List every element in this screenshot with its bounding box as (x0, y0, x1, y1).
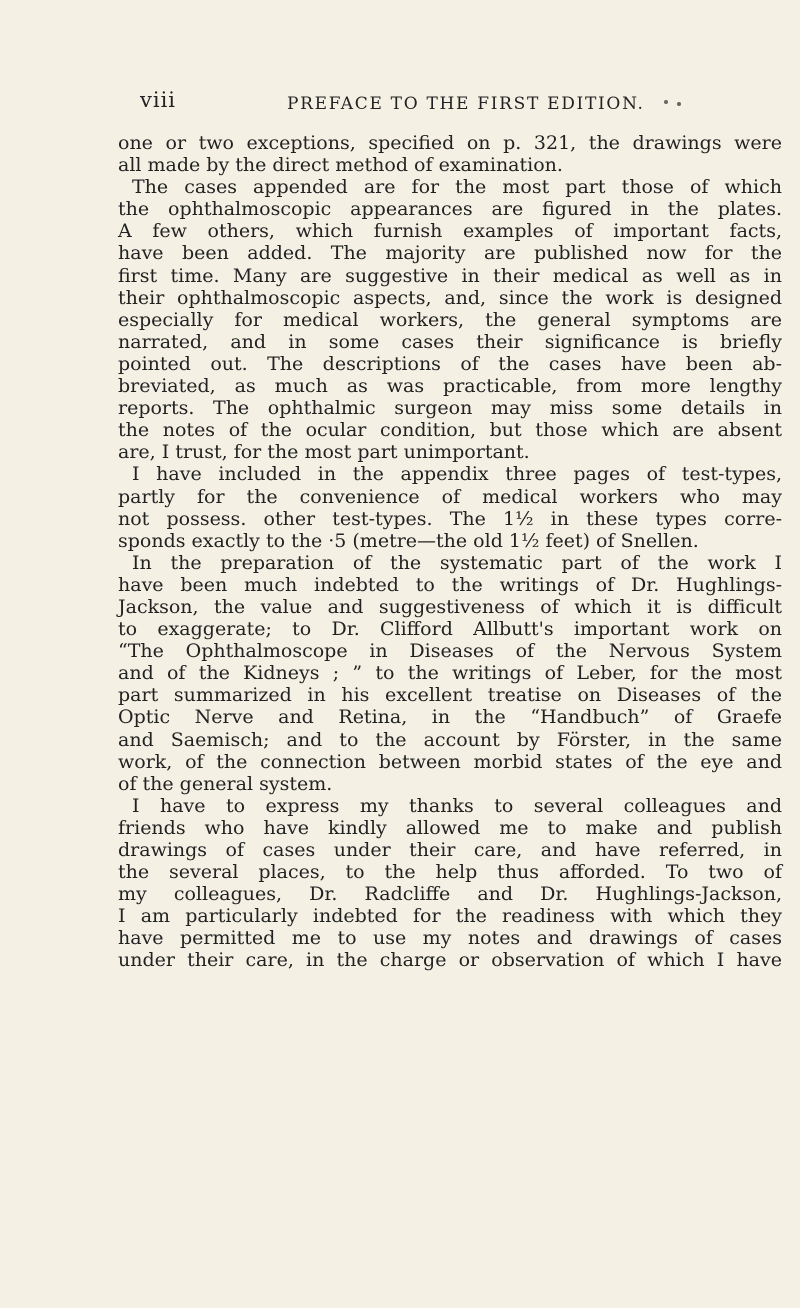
text-line: drawings of cases under their care, and have referred, in (118, 839, 782, 861)
text-line: breviated, as much as was practicable, from more lengthy (118, 375, 782, 398)
text-line: The cases appended are for the most part those of which (132, 176, 782, 199)
text-line: the several places, to the help thus afforded. To two of (118, 861, 782, 884)
running-head: PREFACE TO THE FIRST EDITION. (287, 94, 645, 114)
text-line: and Saemisch; and to the account by Förster, in the same (118, 728, 782, 751)
text-line: of the general system. (118, 772, 333, 795)
text-line: to exaggerate; to Dr. Clifford Allbutt's important work on (118, 618, 782, 641)
text-line: work, of the connection between morbid states of the eye and (118, 750, 782, 773)
text-line: Optic Nerve and Retina, in the “Handbuch” of Graefe (118, 706, 782, 729)
text-line: have permitted me to use my notes and drawings of cases (118, 927, 782, 950)
text-line: part summarized in his excellent treatise on Diseases of the (118, 684, 782, 707)
text-line: my colleagues, Dr. Radcliffe and Dr. Hughlings-Jackson, (118, 883, 782, 906)
text-line: all made by the direct method of examination. (118, 154, 563, 177)
text-line: sponds exactly to the ·5 (metre—the old 1½ feet) of Snellen. (118, 529, 699, 552)
preface-body-text (118, 132, 782, 972)
text-line: I am particularly indebted for the readiness with which they (118, 905, 782, 928)
ink-speck-left (664, 100, 668, 104)
text-line: narrated, and in some cases their significance is briefly (118, 330, 782, 353)
text-line: “The Ophthalmoscope in Diseases of the Nervous System (118, 640, 782, 663)
text-line: have been much indebted to the writings of Dr. Hughlings- (118, 573, 782, 596)
text-line: partly for the convenience of medical workers who may (118, 485, 782, 508)
text-line: A few others, which furnish examples of important facts, (118, 220, 782, 243)
text-line: especially for medical workers, the general symptoms are (118, 308, 782, 331)
ink-speck-right (677, 102, 681, 106)
text-line: the ophthalmoscopic appearances are figured in the plates. (118, 198, 782, 221)
text-line: under their care, in the charge or observation of which I have (118, 949, 782, 972)
text-line: the notes of the ocular condition, but those which are absent (118, 419, 782, 442)
text-line: one or two exceptions, specified on p. 321, the drawings were (118, 132, 782, 154)
text-line: Jackson, the value and suggestiveness of which it is difficult (118, 595, 782, 618)
text-line: pointed out. The descriptions of the cases have been ab- (118, 352, 782, 375)
text-line: their ophthalmoscopic aspects, and, since the work is designed (118, 286, 782, 309)
text-line: have been added. The majority are published now for the (118, 242, 782, 265)
text-line: friends who have kindly allowed me to make and publish (118, 816, 782, 839)
page-header (0, 88, 800, 118)
text-line: In the preparation of the systematic part of the work I (132, 551, 782, 574)
text-line: reports. The ophthalmic surgeon may miss some details in (118, 397, 782, 420)
page-number: viii (140, 88, 177, 112)
text-line: are, I trust, for the most part unimportant. (118, 441, 530, 464)
text-line: I have to express my thanks to several colleagues and (132, 794, 782, 817)
text-line: not possess. other test-types. The 1½ in these types corre- (118, 507, 782, 530)
text-line: first time. Many are suggestive in their medical as well as in (118, 264, 782, 287)
text-line: and of the Kidneys ; ” to the writings of Leber, for the most (118, 662, 782, 685)
text-line: I have included in the appendix three pages of test-types, (132, 463, 782, 486)
